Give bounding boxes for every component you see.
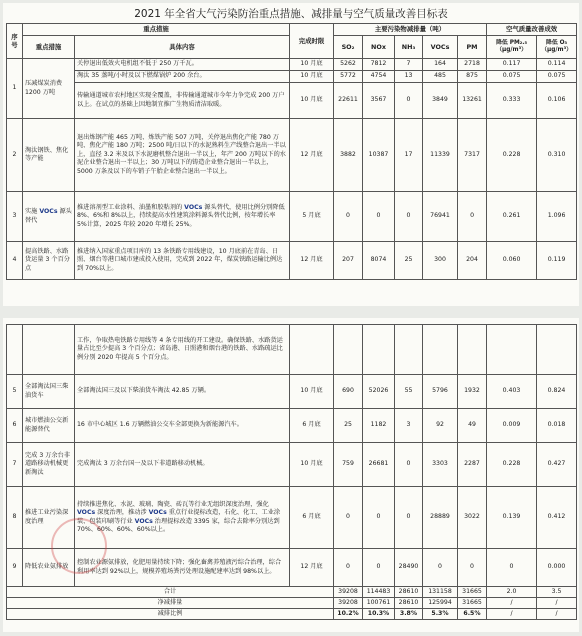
cell-nh3: 0 [395, 83, 423, 119]
cell-nox: 3567 [363, 83, 395, 119]
table-row [7, 409, 577, 443]
cell-o3: 0.824 [537, 375, 577, 409]
row-seq: 9 [7, 549, 23, 587]
cell-o3: 0.427 [537, 443, 577, 487]
table-row [7, 59, 577, 71]
cell-vocs: 300 [423, 242, 458, 280]
cell-so2: 0 [334, 487, 363, 549]
row-detail: 全部淘汰国三及以下柴油货车淘汰 42.85 万辆。 [75, 375, 290, 409]
row-seq: 7 [7, 443, 23, 487]
cell-so2: 3882 [334, 119, 363, 192]
net-pm: 31665 [458, 598, 487, 609]
row-seq: 6 [7, 409, 23, 443]
cell-vocs: 3849 [423, 83, 458, 119]
row-measure: 完成 3 万余台非道路移动机械更新淘汰 [23, 443, 75, 487]
row-deadline: 10 月底 [290, 443, 334, 487]
emission-table-part-2 [6, 324, 577, 620]
header-o3: 降低 O₃ （μg/m³） [537, 36, 577, 59]
cell-pm25: 0.117 [487, 59, 537, 71]
row-seq: 2 [7, 119, 23, 192]
row-detail: 工作，争取热电铁路专用线等 4 条专用线的开工建设。确保铁路、水路货运量占比至少提高 3 个百分点；省岛港、日照港和烟台港的铁路、水路疏运比例分别 2020 年提高 5 个百分点。 [75, 325, 290, 375]
row-measure: 城市燃油公交新能源替代 [23, 409, 75, 443]
cell-pm: 0 [458, 549, 487, 587]
row-deadline: 5 月底 [290, 192, 334, 242]
row-deadline: 10 月底 [290, 71, 334, 83]
cell-vocs: 76941 [423, 192, 458, 242]
ratio-nox: 10.3% [363, 609, 395, 620]
cell-nox: 8074 [363, 242, 395, 280]
table-row [7, 119, 577, 192]
cell-vocs [423, 325, 458, 375]
row-deadline: 12 月底 [290, 549, 334, 587]
ratio-nh3: 3.8% [395, 609, 423, 620]
table-page-1 [3, 3, 579, 306]
cell-o3: 0.000 [537, 549, 577, 587]
total-row [7, 587, 577, 598]
cell-pm: 2718 [458, 59, 487, 71]
cell-nh3: 25 [395, 242, 423, 280]
cell-pm25: 0.139 [487, 487, 537, 549]
row-seq [7, 325, 23, 375]
cell-nox: 7812 [363, 59, 395, 71]
cell-pm: 875 [458, 71, 487, 83]
cell-so2: 5262 [334, 59, 363, 71]
row-seq: 1 [7, 59, 23, 119]
cell-nox: 10387 [363, 119, 395, 192]
net-reduction-row [7, 598, 577, 609]
cell-so2: 22611 [334, 83, 363, 119]
cell-pm25: 0.075 [487, 71, 537, 83]
reduction-ratio-label: 减排比例 [7, 609, 334, 620]
cell-pm25: 0.261 [487, 192, 537, 242]
row-measure: 全部淘汰国三柴油货车 [23, 375, 75, 409]
row-detail: 持续推进焦化、水泥、玻璃、陶瓷、砖瓦等行业无组织深度治理，强化 VOCs 深度治理，推动涉 VOCs 重点行业提标改造，石化、化工、工业涂装、包装印刷等行业 VOCs 治理提标改造 3395 家，综合去除率分别达到 70%、60%、60%、60%以上。 [75, 487, 290, 549]
cell-so2: 0 [334, 192, 363, 242]
cell-nh3: 17 [395, 119, 423, 192]
cell-nh3: 55 [395, 375, 423, 409]
cell-nox [363, 325, 395, 375]
row-detail: 推进溶剂型工业涂料、油墨和胶粘剂的 VOCs 源头替代，使用比例分别降低 8%、6%和 8%以上，持续提高水性建筑涂料源头替代比例，按年增长率 5%计算，2025 年较 2020 年增长 25%。 [75, 192, 290, 242]
table-row [7, 325, 577, 375]
cell-pm25: 0.009 [487, 409, 537, 443]
cell-nox: 4754 [363, 71, 395, 83]
cell-vocs: 11339 [423, 119, 458, 192]
table-row [7, 443, 577, 487]
cell-pm: 3022 [458, 487, 487, 549]
cell-nox: 0 [363, 549, 395, 587]
row-detail: 完成淘汰 3 万余台国一及以下非道路移动机械。 [75, 443, 290, 487]
cell-pm: 204 [458, 242, 487, 280]
total-vocs: 131158 [423, 587, 458, 598]
row-measure: 推进工业污染深度治理 [23, 487, 75, 549]
cell-o3: 0.310 [537, 119, 577, 192]
row-measure: 提高铁路、水路货运量 3 个百分点 [23, 242, 75, 280]
row-deadline [290, 325, 334, 375]
cell-so2: 25 [334, 409, 363, 443]
row-detail: 16 市中心城区 1.6 万辆燃油公交车全部更换为新能源汽车。 [75, 409, 290, 443]
table-row [7, 242, 577, 280]
total-so2: 39208 [334, 587, 363, 598]
cell-nox: 1182 [363, 409, 395, 443]
cell-pm25 [487, 325, 537, 375]
total-pm25: 2.0 [487, 587, 537, 598]
cell-pm: 7317 [458, 119, 487, 192]
cell-pm25: 0 [487, 549, 537, 587]
cell-nh3: 3 [395, 409, 423, 443]
row-deadline: 6 月底 [290, 487, 334, 549]
table-row [7, 83, 577, 119]
cell-vocs: 164 [423, 59, 458, 71]
ratio-vocs: 5.3% [423, 609, 458, 620]
cell-o3 [537, 325, 577, 375]
cell-o3: 0.119 [537, 242, 577, 280]
cell-nh3: 0 [395, 192, 423, 242]
header-measures-group: 重点措施 [23, 24, 290, 36]
row-seq: 5 [7, 375, 23, 409]
cell-pm: 1932 [458, 375, 487, 409]
row-deadline: 12 月底 [290, 119, 334, 192]
table-row [7, 375, 577, 409]
cell-nox: 52026 [363, 375, 395, 409]
header-detail: 具体内容 [75, 36, 290, 59]
cell-o3: 0.412 [537, 487, 577, 549]
cell-o3: 0.018 [537, 409, 577, 443]
reduction-ratio-row [7, 609, 577, 620]
header-measure: 重点措施 [23, 36, 75, 59]
cell-pm25: 0.228 [487, 119, 537, 192]
row-detail: 淘汰 35 蒸吨/小时及以下燃煤锅炉 200 余台。 [75, 71, 290, 83]
row-measure: 压减煤炭消费 1200 万吨 [23, 59, 75, 119]
table-row [7, 71, 577, 83]
cell-o3: 0.106 [537, 83, 577, 119]
row-detail: 推进纳入国家重点项目库的 13 条铁路专用线建设，10 月底前在青岛、日照、烟台等港口城市建成投入使用，完成到 2022 年，煤炭铁路运输比例达到 70%以上。 [75, 242, 290, 280]
net-o3: / [537, 598, 577, 609]
net-pm25: / [487, 598, 537, 609]
cell-nh3: 28490 [395, 549, 423, 587]
row-detail: 控制农业源氨排放，化肥用量持续下降；强化畜禽养殖液污综合治理，综合利用率达到 92%以上，规模养殖场粪污处理设施配建率达到 98%以上。 [75, 549, 290, 587]
row-detail: 关停退出低效火电机组不低于 250 万千瓦。 [75, 59, 290, 71]
cell-so2: 0 [334, 549, 363, 587]
header-vocs: VOCs [423, 36, 458, 59]
total-nh3: 28610 [395, 587, 423, 598]
cell-pm: 13261 [458, 83, 487, 119]
cell-nh3: 0 [395, 443, 423, 487]
row-deadline: 10 月底 [290, 83, 334, 119]
header-seq: 序号 [7, 24, 23, 59]
cell-vocs: 92 [423, 409, 458, 443]
net-nh3: 28610 [395, 598, 423, 609]
cell-o3: 0.075 [537, 71, 577, 83]
row-deadline: 10 月底 [290, 375, 334, 409]
cell-vocs: 5796 [423, 375, 458, 409]
cell-so2: 759 [334, 443, 363, 487]
row-measure [23, 325, 75, 375]
total-o3: 3.5 [537, 587, 577, 598]
row-deadline: 10 月底 [290, 59, 334, 71]
row-seq: 4 [7, 242, 23, 280]
header-so2: SO₂ [334, 36, 363, 59]
row-measure: 实施 VOCs 源头替代 [23, 192, 75, 242]
cell-vocs: 0 [423, 549, 458, 587]
net-nox: 100761 [363, 598, 395, 609]
table-page-2 [3, 318, 579, 632]
cell-o3: 0.114 [537, 59, 577, 71]
cell-pm25: 0.333 [487, 83, 537, 119]
cell-pm: 49 [458, 409, 487, 443]
cell-pm25: 0.228 [487, 443, 537, 487]
row-deadline: 12 月底 [290, 242, 334, 280]
total-label: 合计 [7, 587, 334, 598]
cell-pm25: 0.403 [487, 375, 537, 409]
cell-nh3: 13 [395, 71, 423, 83]
header-deadline: 完成时限 [290, 24, 334, 59]
cell-pm25: 0.060 [487, 242, 537, 280]
cell-vocs: 485 [423, 71, 458, 83]
cell-so2: 5772 [334, 71, 363, 83]
cell-so2 [334, 325, 363, 375]
ratio-pm25: / [487, 609, 537, 620]
row-deadline: 6 月底 [290, 409, 334, 443]
cell-vocs: 28889 [423, 487, 458, 549]
total-nox: 114483 [363, 587, 395, 598]
cell-so2: 690 [334, 375, 363, 409]
header-improve-group: 空气质量改善成效 [487, 24, 577, 36]
cell-pm: 2287 [458, 443, 487, 487]
cell-nox: 0 [363, 487, 395, 549]
net-reduction-label: 净减排量 [7, 598, 334, 609]
header-reduction-group: 主要污染物减排量（吨） [334, 24, 487, 36]
cell-pm [458, 325, 487, 375]
ratio-so2: 10.2% [334, 609, 363, 620]
row-seq: 3 [7, 192, 23, 242]
cell-nox: 26681 [363, 443, 395, 487]
row-measure: 降低农业氨排放 [23, 549, 75, 587]
cell-nh3 [395, 325, 423, 375]
header-nox: NOx [363, 36, 395, 59]
cell-so2: 207 [334, 242, 363, 280]
cell-nox: 0 [363, 192, 395, 242]
row-measure: 淘汰钢铁、焦化等产能 [23, 119, 75, 192]
ratio-pm: 6.5% [458, 609, 487, 620]
row-detail: 退出炼钢产能 465 万吨、炼铁产能 507 万吨，关停退出焦化产能 780 万吨、焦化产能 180 万吨；2500 吨/日以下的水泥熟料生产线整合退出一半以上，直径 3.2 米及以下水泥磨机整合退出一半以上，年产 200 万吨以下的水泥企业整合退出一半以上；30 万吨以下的铸造企业整合退出一半以上，5000 万条及以下的车销子午胎企业整合退出一半以上。 [75, 119, 290, 192]
emission-table-part-1 [6, 23, 577, 280]
cell-pm: 0 [458, 192, 487, 242]
cell-vocs: 3303 [423, 443, 458, 487]
total-pm: 31665 [458, 587, 487, 598]
document-title: 2021 年全省大气污染防治重点措施、减排量与空气质量改善目标表 [134, 8, 448, 20]
official-seal-stamp [51, 518, 107, 574]
net-vocs: 125994 [423, 598, 458, 609]
cell-nh3: 0 [395, 487, 423, 549]
header-nh3: NH₃ [395, 36, 423, 59]
net-so2: 39208 [334, 598, 363, 609]
ratio-o3: / [537, 609, 577, 620]
row-seq: 8 [7, 487, 23, 549]
table-row [7, 192, 577, 242]
row-detail: 传输通道城市农村地区实现全覆盖，非传输通道城市今年力争完成 200 万户以上。在试点的基础上因地制宜推广生物质清洁取暖。 [75, 83, 290, 119]
cell-nh3: 7 [395, 59, 423, 71]
header-pm25: 降低 PM₂.₅ （μg/m³） [487, 36, 537, 59]
header-pm: PM [458, 36, 487, 59]
cell-o3: 1.096 [537, 192, 577, 242]
